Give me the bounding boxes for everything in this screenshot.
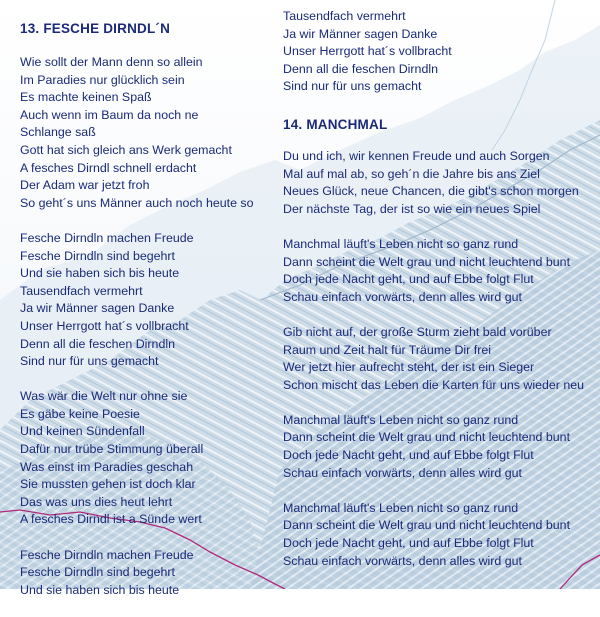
lyric-line: Und keinen Sündenfall — [20, 424, 145, 439]
lyric-line: Wer jetzt hier aufrecht steht, der ist ein Sieger — [283, 360, 535, 375]
lyric-line: Gott hat sich gleich ans Werk gemacht — [20, 142, 232, 157]
lyric-line: Sind nur für uns gemacht — [20, 354, 159, 369]
lyric-line: Im Paradies nur glücklich sein — [20, 72, 185, 87]
song-14-title: 14. MANCHMAL — [283, 116, 388, 132]
lyric-line: Das was uns dies heut lehrt — [20, 494, 173, 509]
song-13-stanza-2 — [20, 388, 275, 529]
lyric-line: Fesche Dirndln machen Freude — [20, 230, 194, 245]
song-14-chorus-2 — [283, 412, 583, 482]
lyric-line: Auch wenn im Baum da noch ne — [20, 107, 199, 122]
lyric-line: Fesche Dirndln sind begehrt — [20, 248, 175, 263]
lyric-line: Manchmal läuft's Leben nicht so ganz rund — [283, 412, 519, 427]
lyric-line: Fesche Dirndln sind begehrt — [20, 565, 175, 580]
lyric-line: Doch jede Nacht geht, und auf Ebbe folgt Flut — [283, 272, 534, 287]
lyric-line: Schlange saß — [20, 125, 96, 140]
song-14-stanza-2 — [283, 324, 583, 394]
lyric-line: Was wär die Welt nur ohne sie — [20, 389, 188, 404]
lyric-line: Und sie haben sich bis heute — [20, 582, 180, 597]
lyric-line: Unser Herrgott hat´s vollbracht — [20, 318, 189, 333]
right-column — [283, 8, 583, 588]
lyric-line: Fesche Dirndln machen Freude — [20, 547, 194, 562]
song-13-stanza-1 — [20, 54, 275, 212]
lyric-line: Und sie haben sich bis heute — [20, 266, 180, 281]
song-14-chorus-1 — [283, 236, 583, 306]
song-14-chorus-3 — [283, 500, 583, 570]
lyric-line: A fesches Dirndl ist a Sünde wert — [20, 512, 202, 527]
lyric-line: Dann scheint die Welt grau und nicht leuchtend bunt — [283, 518, 571, 533]
lyric-line: Sie mussten gehen ist doch klar — [20, 477, 196, 492]
lyric-line: Tausendfach vermehrt — [20, 283, 143, 298]
lyric-line: Schau einfach vorwärts, denn alles wird gut — [283, 465, 522, 480]
lyric-line: Gib nicht auf, der große Sturm zieht bald vorüber — [283, 324, 552, 339]
lyric-line: Neues Glück, neue Chancen, die gibt's schon morgen — [283, 184, 579, 199]
lyric-line: Denn all die feschen Dirndln — [283, 61, 438, 76]
lyric-line: Was einst im Paradies geschah — [20, 459, 194, 474]
lyric-line: Dafür nur trübe Stimmung überall — [20, 442, 204, 457]
song-14-stanza-1 — [283, 148, 583, 218]
lyric-line: Wie sollt der Mann denn so allein — [20, 55, 203, 69]
lyric-line: Doch jede Nacht geht, und auf Ebbe folgt Flut — [283, 448, 534, 463]
song-13-column — [20, 20, 275, 617]
lyric-line: Schon mischt das Leben die Karten für uns wieder neu — [283, 377, 584, 392]
song-13-chorus-1 — [20, 230, 275, 371]
lyric-line: So geht´s uns Männer auch noch heute so — [20, 195, 254, 210]
lyric-line: Du und ich, wir kennen Freude und auch Sorgen — [283, 148, 550, 163]
lyric-line: Schau einfach vorwärts, denn alles wird gut — [283, 553, 522, 568]
lyric-line: Denn all die feschen Dirndln — [20, 336, 175, 351]
song-13-chorus-continuation — [283, 8, 583, 96]
lyric-line: Dann scheint die Welt grau und nicht leuchtend bunt — [283, 254, 571, 269]
lyric-line: Ja wir Männer sagen Danke — [283, 26, 438, 41]
lyric-line: Der Adam war jetzt froh — [20, 178, 150, 193]
lyric-line: Schau einfach vorwärts, denn alles wird gut — [283, 289, 522, 304]
lyric-line: Manchmal läuft's Leben nicht so ganz rund — [283, 236, 519, 251]
lyric-line: Tausendfach vermehrt — [283, 9, 406, 23]
lyric-line: Der nächste Tag, der ist so wie ein neues Spiel — [283, 201, 541, 216]
song-13-title: 13. FESCHE DIRNDL´N — [20, 21, 171, 36]
lyric-line: Dann scheint die Welt grau und nicht leuchtend bunt — [283, 430, 571, 445]
lyric-line: Sind nur für uns gemacht — [283, 79, 422, 94]
lyric-line: Raum und Zeit halt für Träume Dir frei — [283, 342, 491, 357]
lyric-line: Manchmal läuft's Leben nicht so ganz rund — [283, 500, 519, 515]
song-13-chorus-2 — [20, 547, 275, 600]
lyric-line: Es gäbe keine Poesie — [20, 406, 140, 421]
lyric-line: Doch jede Nacht geht, und auf Ebbe folgt Flut — [283, 536, 534, 551]
lyric-line: Mal auf mal ab, so geh´n die Jahre bis ans Ziel — [283, 166, 540, 181]
lyric-line: Unser Herrgott hat´s vollbracht — [283, 44, 452, 59]
lyric-line: A fesches Dirndl schnell erdacht — [20, 160, 197, 175]
lyric-line: Ja wir Männer sagen Danke — [20, 301, 175, 316]
lyric-line: Es machte keinen Spaß — [20, 90, 152, 105]
